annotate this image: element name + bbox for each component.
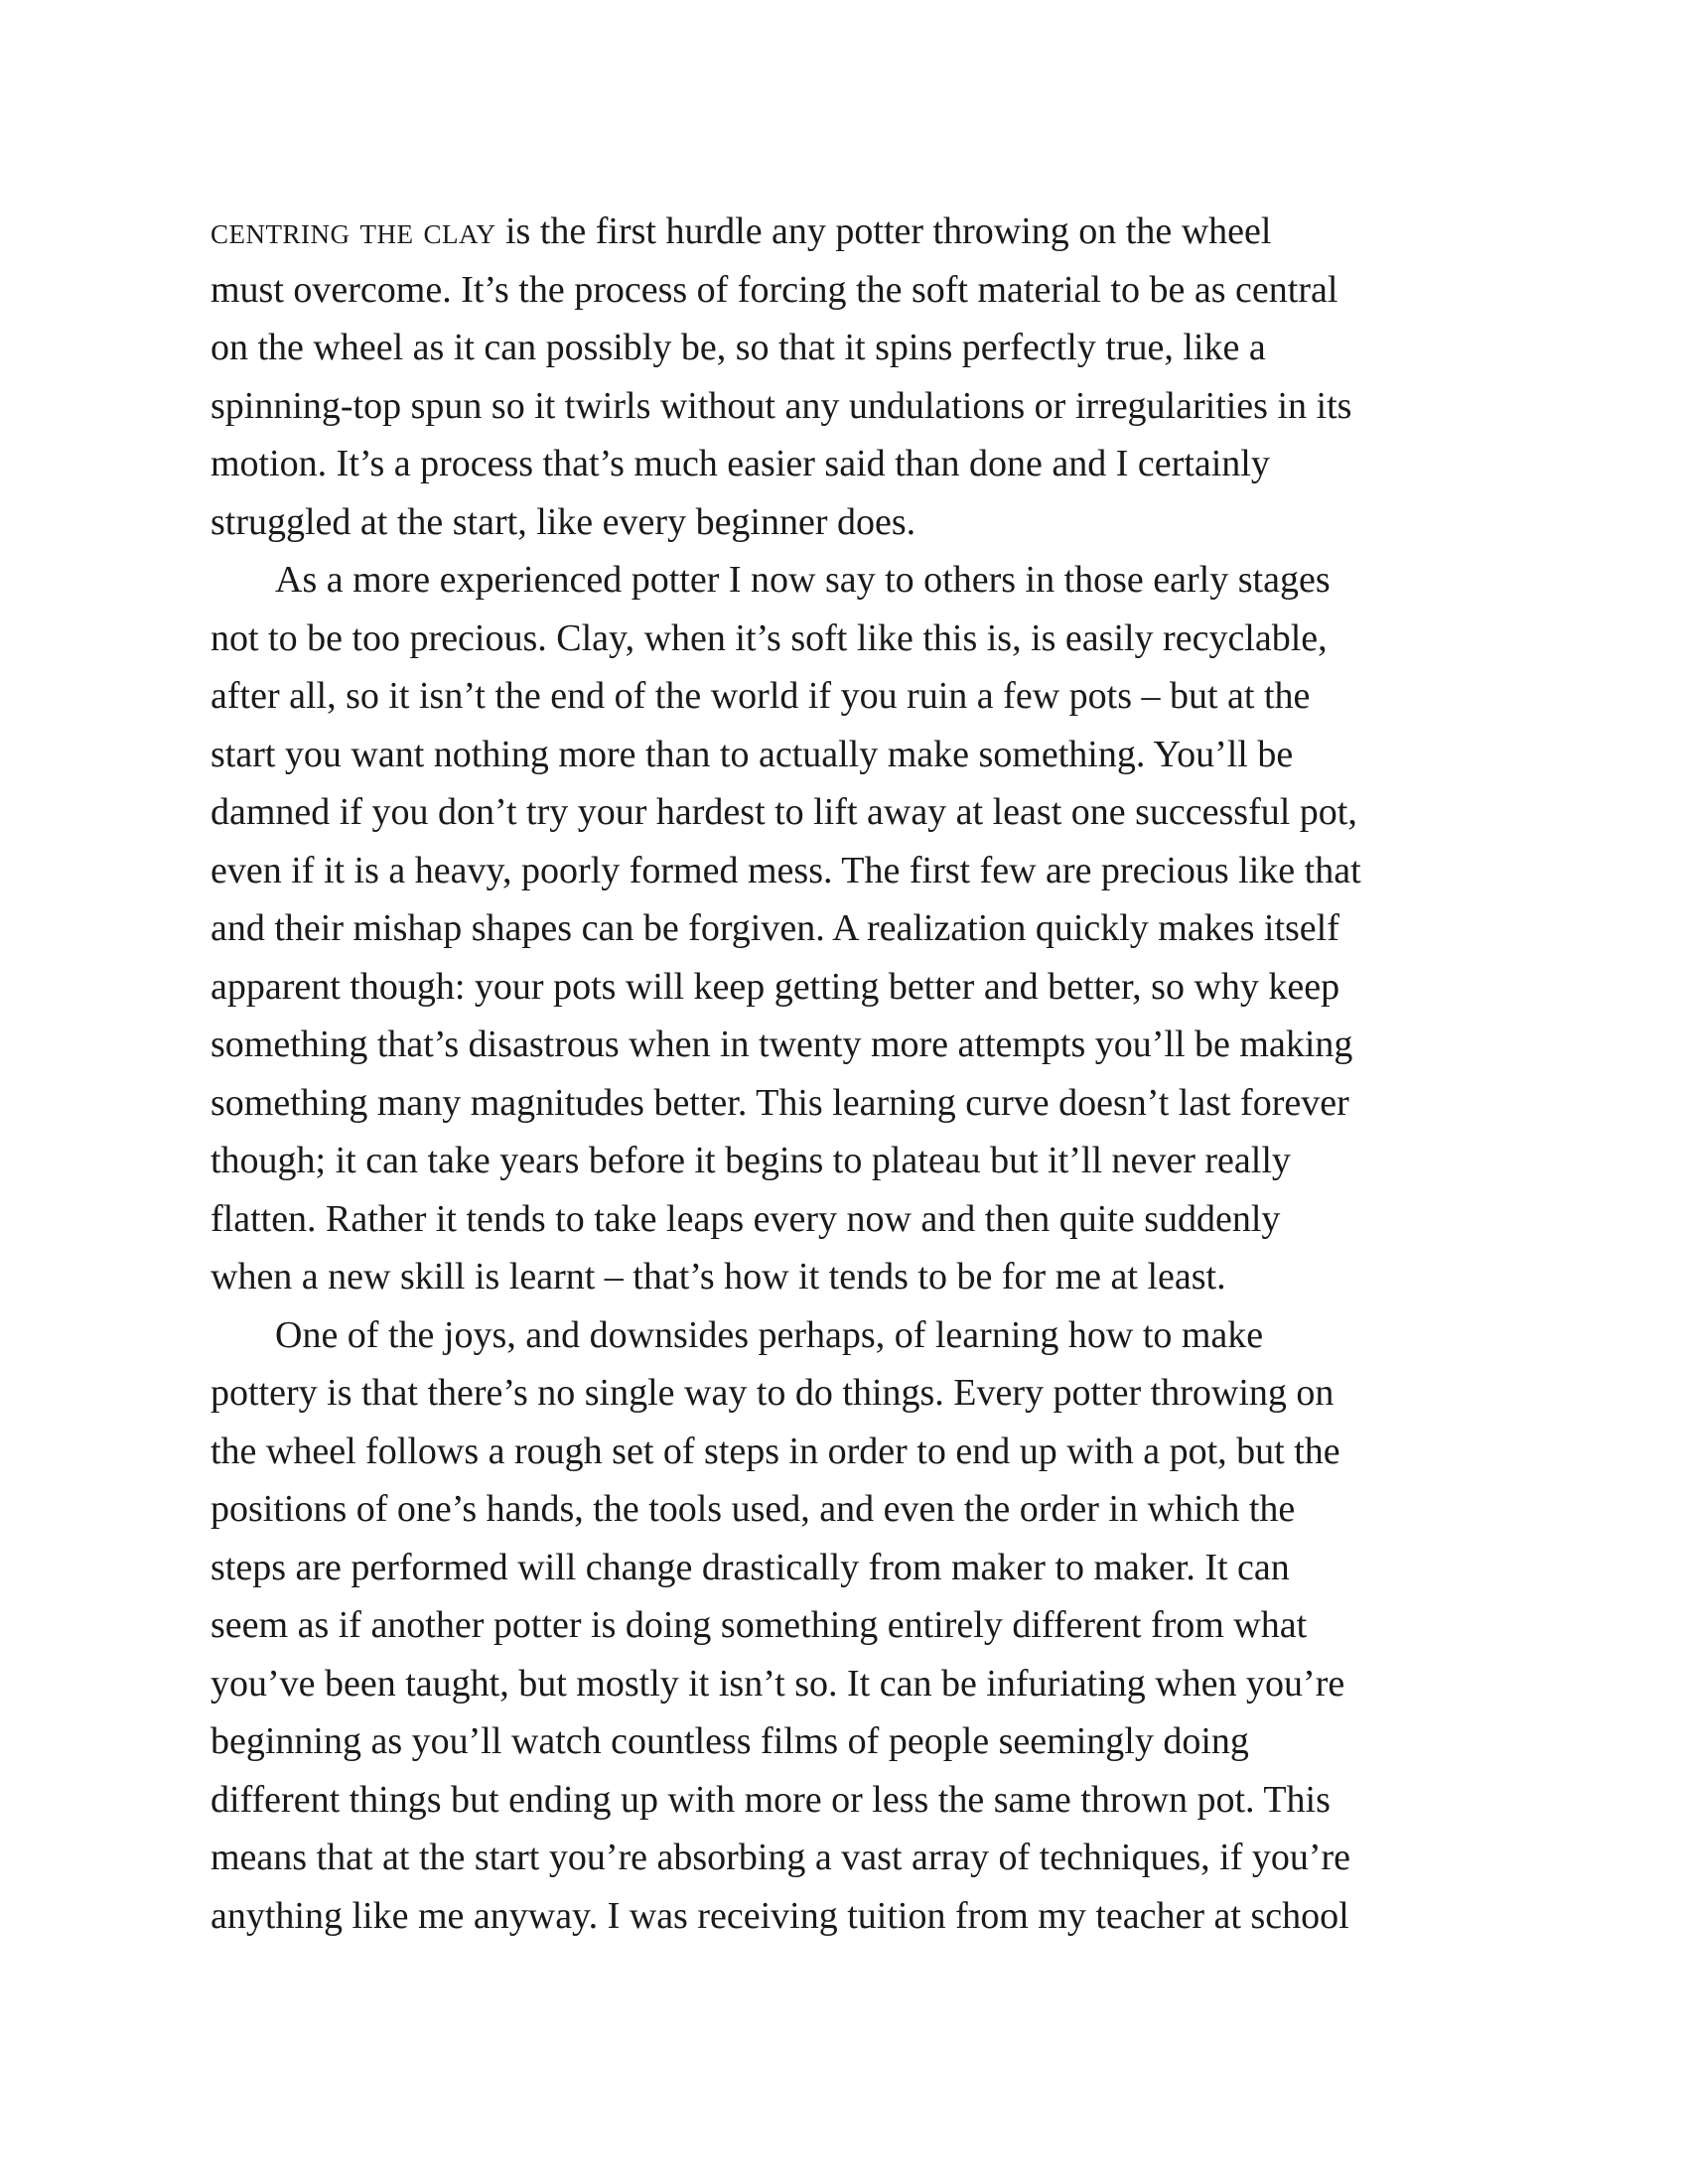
text-line: motion. It’s a process that’s much easier said than done and I certainly xyxy=(211,443,1270,484)
text-line: means that at the start you’re absorbing a vast array of techniques, if you’re xyxy=(211,1837,1351,1878)
text-line: you’ve been taught, but mostly it isn’t so. It can be infuriating when you’re xyxy=(211,1662,1345,1705)
text-line: something that’s disastrous when in twenty more attempts you’ll be making xyxy=(211,1024,1353,1065)
paragraph-3 xyxy=(211,1306,1501,1946)
text-line: after all, so it isn’t the end of the world if you ruin a few pots – but at the xyxy=(211,675,1311,717)
text-line: One of the joys, and downsides perhaps, of learning how to make xyxy=(275,1313,1264,1356)
text-line: different things but ending up with more or less the same thrown pot. This xyxy=(211,1778,1331,1821)
text-line: anything like me anyway. I was receiving tuition from my teacher at school xyxy=(211,1894,1349,1937)
text-line: even if it is a heavy, poorly formed mess. The first few are precious like that xyxy=(211,849,1361,891)
text-line: on the wheel as it can possibly be, so that it spins perfectly true, like a xyxy=(211,327,1266,368)
text-line: spinning-top spun so it twirls without any undulations or irregularities in its xyxy=(211,384,1352,427)
text-line: apparent though: your pots will keep getting better and better, so why keep xyxy=(211,965,1340,1008)
text-line: when a new skill is learnt – that’s how it tends to be for me at least. xyxy=(211,1256,1226,1297)
text-line: must overcome. It’s the process of forcing the soft material to be as central xyxy=(211,268,1338,311)
text-line: seem as if another potter is doing something entirely different from what xyxy=(211,1604,1308,1646)
text-line: the wheel follows a rough set of steps in order to end up with a pot, but the xyxy=(211,1430,1340,1472)
text-line: damned if you don’t try your hardest to lift away at least one successful pot, xyxy=(211,791,1357,833)
paragraph-1 xyxy=(211,203,1501,551)
text-line: struggled at the start, like every beginner does. xyxy=(211,500,916,543)
text-line: not to be too precious. Clay, when it’s soft like this is, is easily recyclable, xyxy=(211,616,1328,659)
text-line: start you want nothing more than to actually make something. You’ll be xyxy=(211,733,1294,775)
text-line: beginning as you’ll watch countless films of people seemingly doing xyxy=(211,1720,1249,1762)
text-line: something many magnitudes better. This learning curve doesn’t last forever xyxy=(211,1081,1349,1124)
text-line: centring the clay is the first hurdle any potter throwing on the wheel xyxy=(211,210,1272,252)
text-line: though; it can take years before it begins to plateau but it’ll never really xyxy=(211,1140,1291,1181)
text-line: steps are performed will change drastically from maker to maker. It can xyxy=(211,1546,1290,1588)
text-line: flatten. Rather it tends to take leaps every now and then quite suddenly xyxy=(211,1197,1281,1240)
lead-in-smallcaps: centring the clay xyxy=(211,210,496,252)
text-line: pottery is that there’s no single way to do things. Every potter throwing on xyxy=(211,1372,1335,1414)
paragraph-2 xyxy=(211,551,1501,1306)
text-line: positions of one’s hands, the tools used, and even the order in which the xyxy=(211,1488,1296,1530)
text-line: As a more experienced potter I now say to others in those early stages xyxy=(275,559,1331,601)
text-line: and their mishap shapes can be forgiven. A realization quickly makes itself xyxy=(211,907,1339,949)
body-text xyxy=(211,203,1501,1945)
